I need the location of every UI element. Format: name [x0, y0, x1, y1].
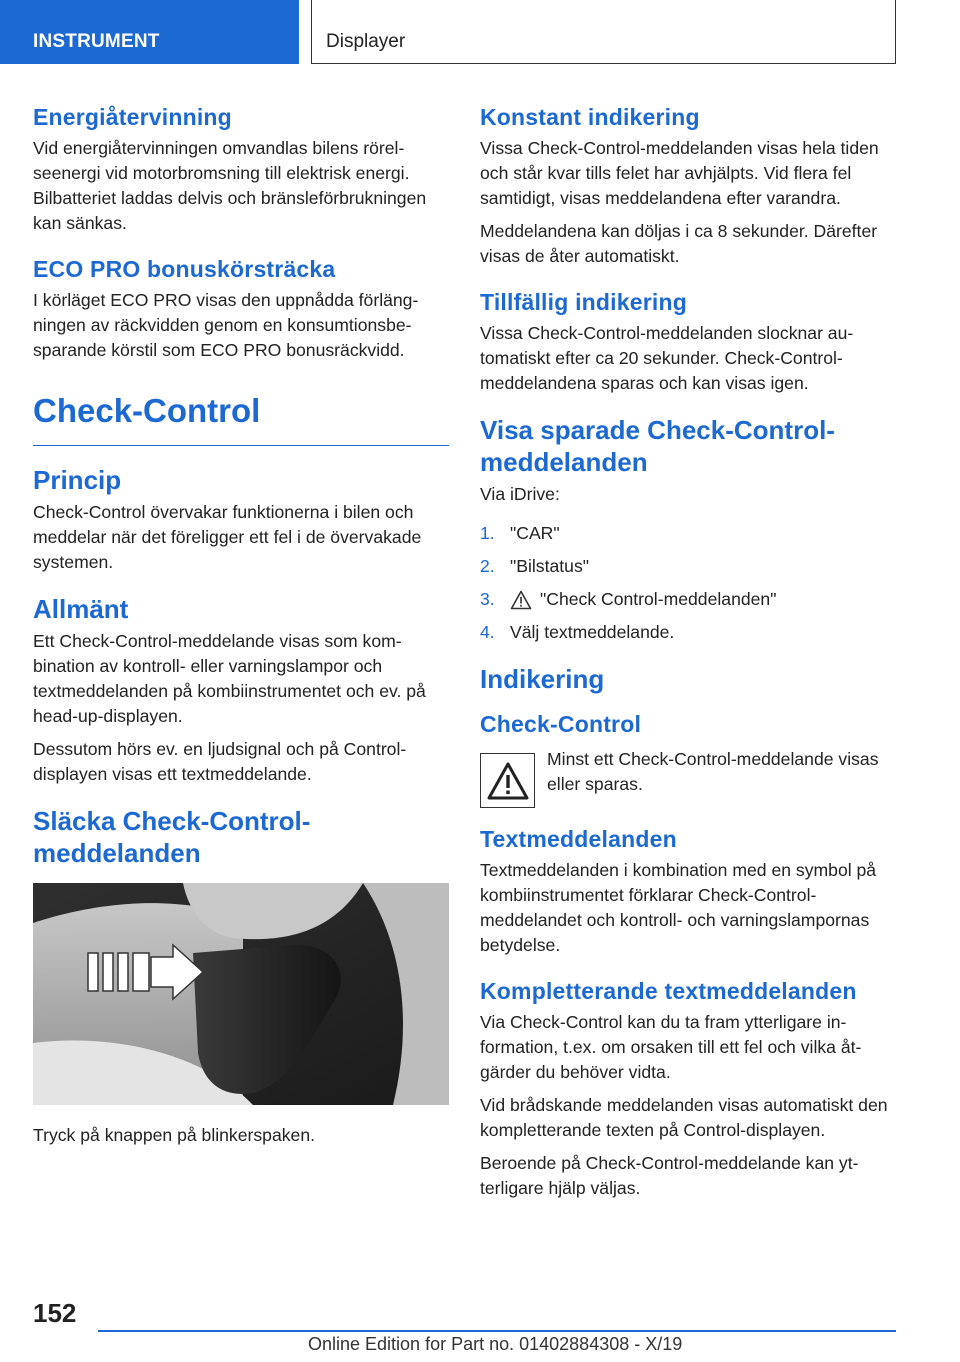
footer-edition: Online Edition for Part no. 01402884308 - X/19 — [308, 1334, 683, 1354]
step-number: 1. — [480, 523, 495, 543]
heading-check-control-sub: Check-Control — [480, 711, 642, 737]
step-number: 2. — [480, 556, 495, 576]
step-text: "Check Control-meddelanden" — [540, 589, 777, 609]
warning-triangle-icon — [510, 590, 532, 610]
heading-tillfallig: Tillfällig indikering — [480, 289, 687, 315]
list-item — [480, 616, 898, 649]
right-column — [480, 102, 898, 1209]
paragraph-eco-pro: I körläget ECO PRO visas den uppnådda förlängningen av räckvidden genom en konsumtionsbesparande körstil som ECO PRO bonusräckvidd. — [33, 290, 419, 360]
step-text: Välj textmeddelande. — [510, 622, 675, 642]
turn-signal-lever-photo — [33, 883, 449, 1105]
paragraph-kompletterande-1: Via Check-Control kan du ta fram ytterligare information, t.ex. om orsaken till ett fel och vilka åtgärder du behöver vidta. — [480, 1012, 862, 1082]
paragraph-allmant-2: Dessutom hörs ev. en ljudsignal och på Control-displayen visas ett textmeddelande. — [33, 739, 407, 784]
list-item — [480, 550, 898, 583]
heading-princip: Princip — [33, 465, 122, 495]
step-number: 4. — [480, 622, 495, 642]
paragraph-kompletterande-2: Vid brådskande meddelanden visas automatiskt den kompletterande texten på Control-displayen. — [480, 1095, 888, 1140]
heading-check-control: Check-Control — [33, 389, 449, 446]
heading-allmant: Allmänt — [33, 594, 129, 624]
chapter-header — [311, 0, 896, 64]
warning-triangle-icon — [486, 761, 530, 801]
paragraph-princip: Check-Control övervakar funktionerna i bilen och meddelar när det föreligger ett fel i de övervakade systemen. — [33, 502, 422, 572]
left-column — [33, 102, 449, 1156]
heading-eco-pro: ECO PRO bonuskörsträcka — [33, 256, 336, 282]
step-text: "CAR" — [510, 523, 560, 543]
warning-symbol-box — [480, 753, 535, 808]
heading-slacka: Släcka Check-Control-meddelanden — [33, 806, 311, 868]
paragraph-allmant-1: Ett Check-Control-meddelande visas som kombination av kontroll- eller varningslampor och textmeddelanden på kombiinstrumentet och ev. på head-up-displayen. — [33, 631, 426, 726]
chapter-title: Displayer — [326, 31, 406, 52]
list-item — [480, 517, 898, 550]
heading-indikering: Indikering — [480, 664, 605, 694]
paragraph-energiatervinning: Vid energiåtervinningen omvandlas bilens rörelseenergi vid motorbromsning till elektrisk energi. Bilbatteriet laddas delvis och bränsleförbrukningen kan sänkas. — [33, 138, 427, 233]
paragraph-via-idrive: Via iDrive: — [480, 484, 560, 504]
heading-textmeddelanden: Textmeddelanden — [480, 826, 677, 852]
section-tab — [0, 0, 299, 64]
photo-caption: Tryck på knappen på blinkerspaken. — [33, 1125, 315, 1145]
heading-kompletterande: Kompletterande textmeddelanden — [480, 978, 857, 1004]
heading-visa-sparade: Visa sparade Check-Control-meddelanden — [480, 415, 835, 477]
paragraph-textmeddelanden: Textmeddelanden i kombination med en symbol på kombiinstrumentet förklarar Check-Control-meddelandet och kontroll- och varningslampornas betydelse. — [480, 860, 877, 955]
paragraph-kompletterande-3: Beroende på Check-Control-meddelande kan ytterligare hjälp väljas. — [480, 1153, 859, 1198]
section-title: INSTRUMENT — [33, 31, 160, 52]
paragraph-konstant-1: Vissa Check-Control-meddelanden visas hela tiden och står kvar tills felet har avhjälpts. Vid flera fel samtidigt, visas meddelandena efter varandra. — [480, 138, 879, 208]
heading-energiatervinning: Energiåtervinning — [33, 104, 232, 130]
step-number: 3. — [480, 589, 495, 609]
paragraph-check-control-sub: Minst ett Check-Control-meddelande visas eller sparas. — [547, 749, 879, 794]
warning-note — [480, 747, 898, 808]
paragraph-konstant-2: Meddelandena kan döljas i ca 8 sekunder. Därefter visas de åter automatiskt. — [480, 221, 878, 266]
idrive-steps — [480, 517, 898, 649]
page-number: 152 — [33, 1298, 77, 1328]
step-text: "Bilstatus" — [510, 556, 589, 576]
footer-divider — [98, 1330, 896, 1332]
paragraph-tillfallig: Vissa Check-Control-meddelanden slocknar automatiskt efter ca 20 sekunder. Check-Control-meddelandena sparas och kan visas igen. — [480, 323, 854, 393]
list-item — [480, 583, 898, 616]
heading-konstant: Konstant indikering — [480, 104, 700, 130]
